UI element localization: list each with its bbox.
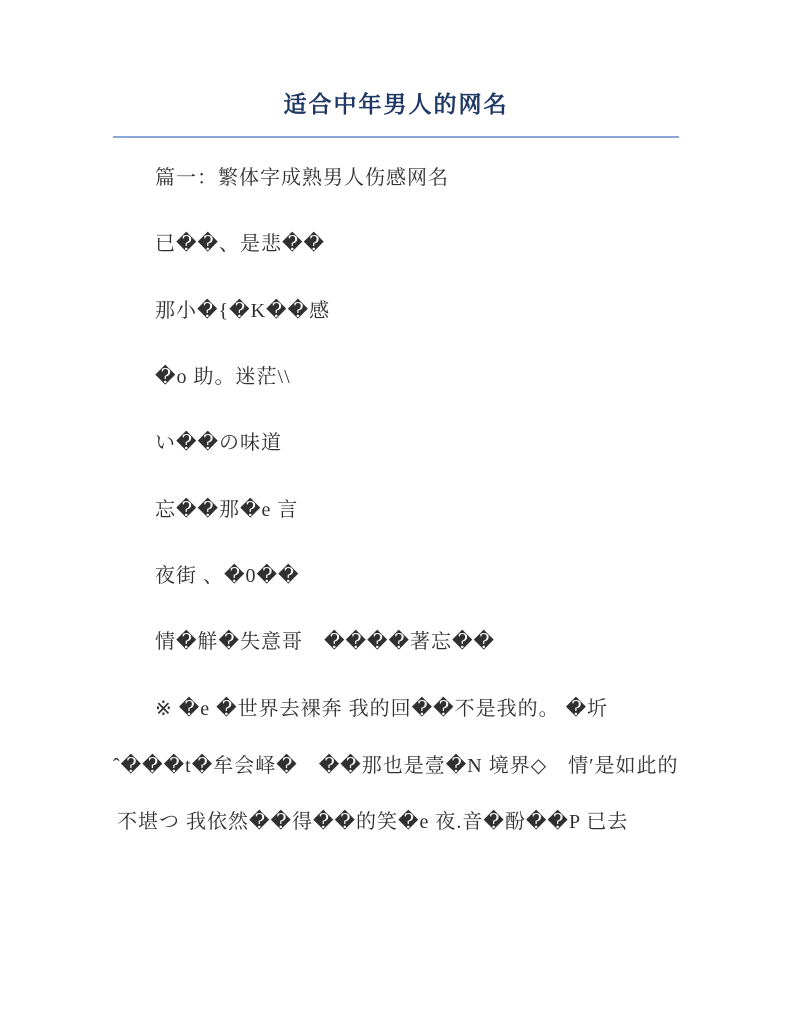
text-line: ˆ���t�牟会峄� ��那也是壹�N 境界◇ 情′是如此的 [113, 755, 679, 777]
title-divider [113, 136, 679, 138]
text-line: ※ �e �世界去裸奔 我的回��不是我的。 �圻 [155, 698, 609, 720]
text-line: 忘��那�e 言 [155, 499, 299, 521]
text-line: 情�觧�失意哥 ����著忘�� [155, 631, 496, 653]
text-line: 那小�{�K��感 [155, 300, 331, 322]
text-line: 不堪つ 我依然��得��的笑�e 夜.音�酚��P 已去 [117, 811, 629, 833]
text-line: い��の味道 [155, 432, 283, 454]
text-line: �o 助。迷茫\\ [155, 366, 291, 388]
page-title: 适合中年男人的网名 [283, 92, 509, 117]
text-line: 夜街 、�0�� [155, 565, 300, 587]
text-line: 已��、是悲�� [155, 233, 326, 255]
section-heading: 篇一：繁体字成熟男人伤感网名 [155, 167, 449, 189]
